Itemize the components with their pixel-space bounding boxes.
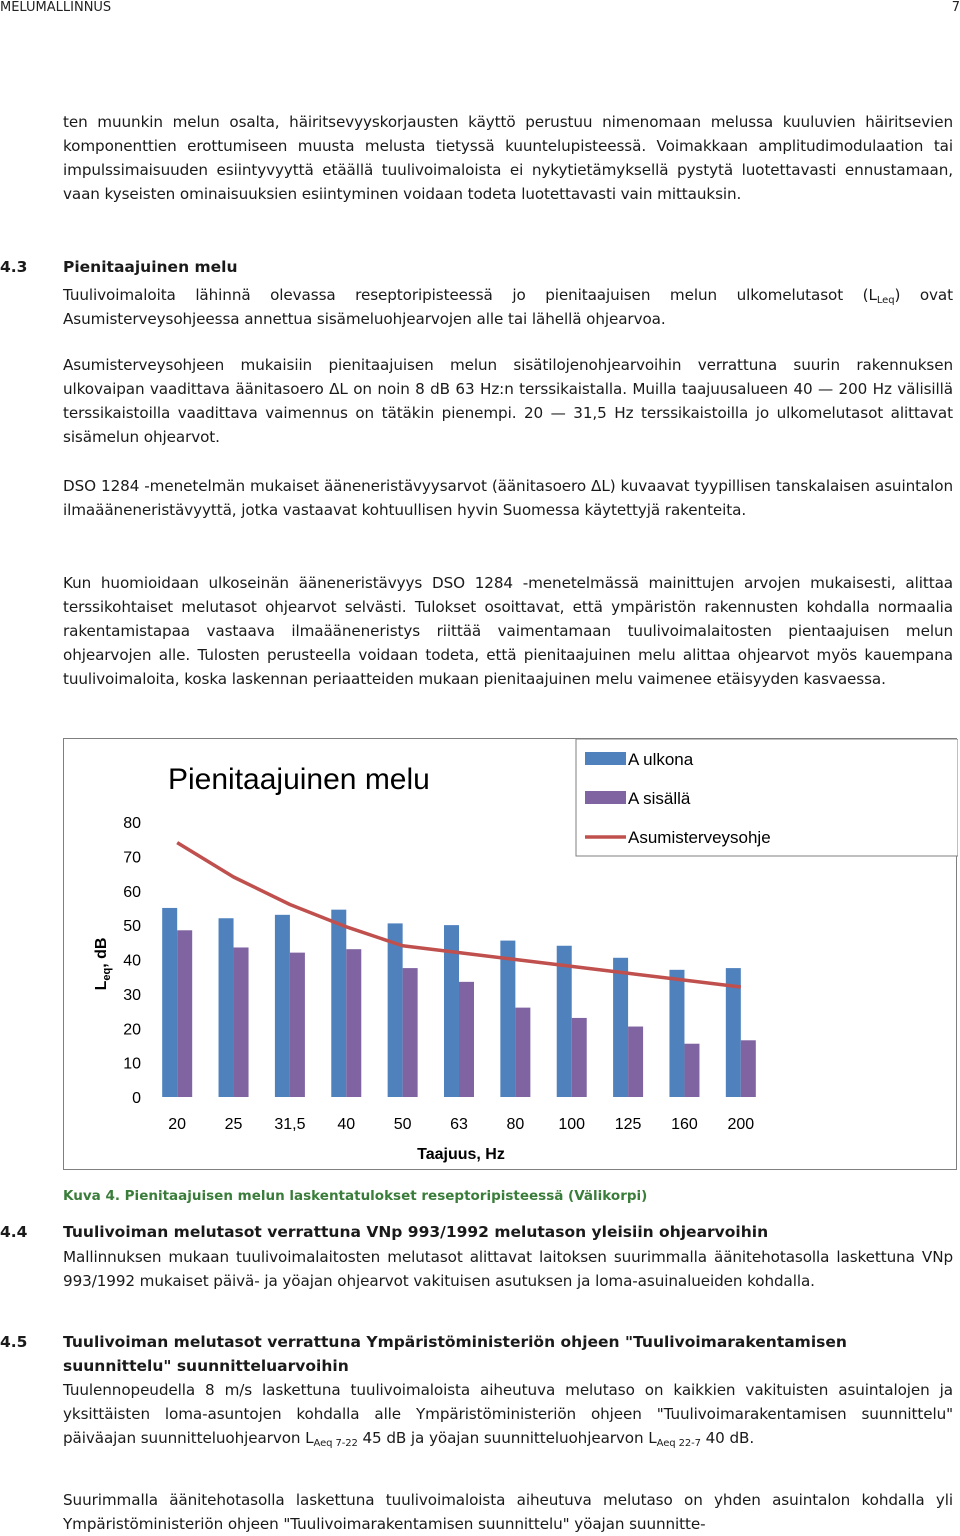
paragraph-receptor-levels	[63, 283, 953, 331]
chart-title: Pienitaajuinen melu	[168, 763, 430, 796]
x-tick-label: 63	[450, 1116, 468, 1133]
x-tick-label: 31,5	[274, 1116, 306, 1133]
legend-swatch	[585, 752, 626, 765]
figure-caption: Kuva 4. Pienitaajuisen melun laskentatulokset reseptoripisteessä (Välikorpi)	[63, 1188, 648, 1204]
y-axis-label: $L_{eq}$, dB	[93, 937, 113, 991]
paragraph-guideline-comparison: Asumisterveysohjeen mukaisiin pienitaajuisen melun sisätilojenohjearvoihin verrattuna suurin rakennuksen ulkovaipan vaadittava äänitasoero ΔL on noin 8 dB 63 Hz:n terssikaistalla. Muilla taajuusalueen 40 — 200 Hz välisillä terssikaistoilla vaadittava vaimennus on tätäkin pienempi. 20 — 31,5 Hz terssikaistoilla jo ulkomelutasot alittavat sisämelun ohjearvot.	[63, 356, 953, 446]
text-run: 45 dB ja yöajan suunnitteluohjearvon L	[357, 1429, 657, 1447]
y-tick-label: 70	[123, 849, 141, 867]
x-axis-label: Taajuus, Hz	[417, 1146, 505, 1163]
section-title: Pienitaajuinen melu	[63, 258, 238, 276]
paragraph-vnp-comparison: Mallinnuksen mukaan tuulivoimalaitosten melutasot alittavat laitoksen suurimmalla äänitehotasolla laskettuna VNp 993/1992 mukaiset päivä- ja yöajan ohjearvot vakituisen asutuksen ja loma-asuinalueiden kohdalla.	[63, 1248, 953, 1290]
section-title: Tuulivoiman melutasot verrattuna Ympäristöministeriön ohjeen "Tuulivoimarakentamisen suunnittelu" suunnitteluarvoihin	[63, 1333, 847, 1375]
bar-indoor	[346, 949, 361, 1097]
y-tick-label: 60	[123, 883, 141, 901]
bar-indoor	[459, 982, 474, 1097]
bar-indoor	[515, 1008, 530, 1097]
text-run: 40 dB.	[700, 1429, 755, 1447]
paragraph-noise-components: ten muunkin melun osalta, häiritsevyyskorjausten käyttö perustuu nimenomaan melussa kuuluvien häiritsevien komponenttien erottumiseen muusta melusta tietyssä kuuntelupisteessä. Voimakkaan amplitudimodulaation tai impulssimaisuuden esiintyvyyttä etäällä tuulivoimaloista ei nykytietämyksellä pystytä luotettavasti ennustamaan, vaan kyseisten ominaisuuksien esiintyminen voidaan todeta luotettavasti vain mittauksin.	[63, 113, 953, 203]
page-number: 7	[951, 0, 960, 15]
bar-indoor	[403, 968, 418, 1097]
text-run: Tuulivoimaloita lähinnä olevassa reseptoripisteessä jo pienitaajuisen melun ulkomelutasot (L	[63, 286, 877, 304]
subscript: Aeq 7-22	[313, 1438, 358, 1449]
bar-outdoor	[613, 958, 628, 1097]
y-tick-label: 50	[123, 918, 141, 936]
bar-outdoor	[219, 918, 234, 1097]
y-tick-label: 20	[123, 1021, 141, 1039]
x-tick-label: 160	[671, 1116, 698, 1133]
x-tick-label: 80	[506, 1116, 525, 1133]
bar-outdoor	[388, 923, 403, 1097]
x-tick-label: 40	[337, 1116, 356, 1133]
section-title: Tuulivoiman melutasot verrattuna VNp 993/1992 melutason yleisiin ohjearvoihin	[63, 1223, 769, 1241]
legend-label: A ulkona	[628, 750, 694, 769]
x-tick-label: 25	[224, 1116, 243, 1133]
y-tick-label: 0	[132, 1090, 141, 1107]
bar-outdoor	[500, 941, 515, 1097]
bar-indoor	[234, 947, 249, 1097]
text-run: ) ovat Asumisterveysohjeessa annettua sisämeluohjearvojen alle tai lähellä ohjearvoa.	[63, 286, 953, 328]
y-tick-label: 10	[123, 1055, 141, 1073]
y-tick-label: 40	[123, 952, 141, 970]
bar-indoor	[741, 1040, 756, 1097]
bar-indoor	[628, 1027, 643, 1097]
bar-indoor	[290, 953, 305, 1097]
chart-frame	[63, 738, 957, 1170]
paragraph-insulation-results: Kun huomioidaan ulkoseinän ääneneristävyys DSO 1284 -menetelmässä mainittujen arvojen mukaisesti, alittaa terssikohtaiset melutasot ohjearvot selvästi. Tulokset osoittavat, että ympäristön rakennusten kohdalla normaalia rakentamistapaa vastaava ilmaääneneristys riittää vaimentamaan tuulivoimalaitosten pientaajuisen melun ohjearvojen alle. Tulosten perusteella voidaan todeta, että pienitaajuinen melu alittaa ohjearvot myös kauempana tuulivoimaloita, koska laskennan periaatteiden mukaan pienitaajuinen melu vaimenee etäisyyden kasvaessa.	[63, 574, 953, 688]
bar-outdoor	[669, 970, 684, 1097]
x-tick-label: 20	[168, 1116, 187, 1133]
legend-swatch	[585, 791, 626, 804]
section-number: 4.3	[0, 258, 28, 276]
section-number: 4.4	[0, 1223, 28, 1241]
legend-label: A sisällä	[628, 789, 691, 808]
text-run: Tuulennopeudella 8 m/s laskettuna tuulivoimaloista aiheutuva melutaso on kaikkien vakituisten asuintalojen ja yksittäisten loma-asuntojen kohdalla alle Ympäristöministeriön ohjeen "Tuulivoimarakentamisen suunnittelu" päiväajan suunnitteluohjearvon L	[63, 1381, 953, 1447]
legend-label: Asumisterveysohje	[628, 828, 771, 847]
low-frequency-noise-chart	[64, 739, 958, 1171]
paragraph-max-power-result: Suurimmalla äänitehotasolla laskettuna tuulivoimaloista aiheutuva melutaso on yhden asuintalon kohdalla yli Ympäristöministeriön ohjeen "Tuulivoimarakentamisen suunnittelu" yöajan suunnitte-	[63, 1491, 953, 1533]
bar-outdoor	[275, 915, 290, 1097]
y-tick-label: 80	[123, 815, 141, 832]
subscript: Aeq 22-7	[656, 1438, 701, 1449]
section-heading-4-5	[0, 1330, 953, 1378]
x-tick-label: 125	[614, 1116, 642, 1133]
section-heading-4-3	[0, 255, 238, 279]
section-number: 4.5	[0, 1333, 28, 1351]
y-tick-label: 30	[123, 986, 141, 1004]
bar-indoor	[684, 1044, 699, 1097]
subscript: Leq	[876, 295, 895, 306]
paragraph-ministry-guideline	[63, 1378, 953, 1450]
bar-outdoor	[162, 908, 177, 1097]
bar-outdoor	[331, 910, 346, 1097]
bar-indoor	[177, 930, 192, 1097]
bar-indoor	[572, 1018, 587, 1097]
section-heading-4-4	[0, 1220, 768, 1244]
x-tick-label: 100	[558, 1116, 586, 1133]
x-tick-label: 200	[727, 1116, 755, 1133]
paragraph-dso-1284: DSO 1284 -menetelmän mukaiset ääneneristävyysarvot (äänitasoero ΔL) kuvaavat tyypillisen tanskalaisen asuintalon ilmaääneneristävyyttä, jotka vastaavat kohtuullisen hyvin Suomessa käytettyjä rakenteita.	[63, 477, 953, 519]
bar-outdoor	[557, 946, 572, 1097]
header-section-title: MELUMALLINNUS	[0, 0, 112, 15]
x-tick-label: 50	[393, 1116, 412, 1133]
